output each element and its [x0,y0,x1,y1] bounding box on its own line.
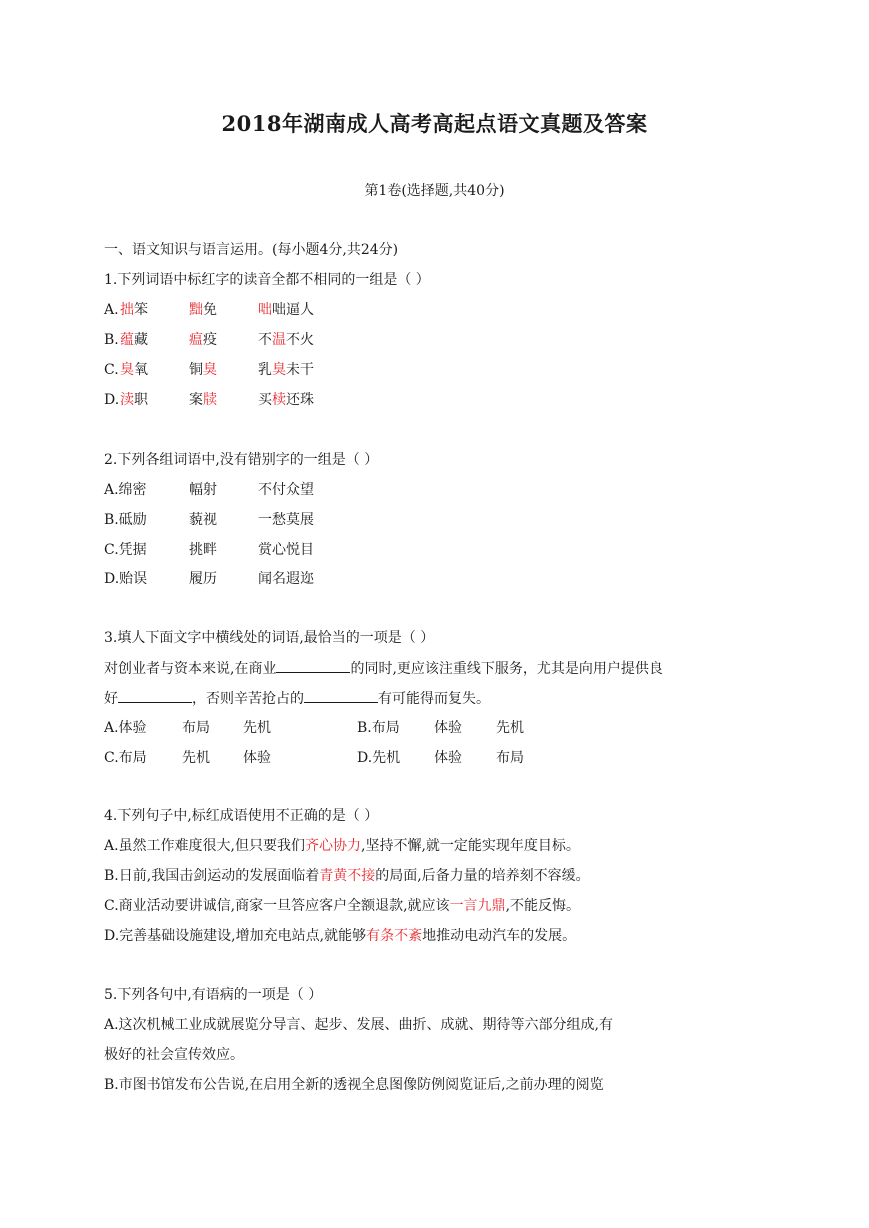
passage-text: 对创业者与资本来说,在商业 [104,661,277,677]
option-word: 挑畔 [189,542,217,558]
option-text: D.先机 [357,750,401,766]
option-text: C.凭据 [104,542,147,558]
q5-option-a-line-1: A.这次机械工业成就展览分导言、起步、发展、曲折、成就、期待等六部分组成,有 [104,1017,614,1033]
q4-option-c [104,896,580,916]
char: 职 [134,392,148,408]
option-word: 先机 [496,720,524,736]
option-word: 履历 [189,571,217,587]
option-text: C.布局 [104,750,147,766]
red-char: 瘟 [189,332,203,348]
char: 咄逼人 [272,302,314,318]
char: 不火 [286,332,314,348]
red-char: 牍 [203,392,217,408]
option-word: 体验 [434,750,462,766]
option-word: 布局 [182,720,210,736]
char: 氧 [134,362,148,378]
passage-text: 好 [104,691,118,707]
red-char: 臭 [120,362,134,378]
q5-option-b-line-1: B.市图书馆发布公告说,在启用全新的透视全息图像防例阅览证后,之前办理的阅览 [104,1077,604,1093]
option-word: 体验 [243,750,271,766]
red-char: 臭 [203,362,217,378]
question-3-stem: 3.填人下面文字中横线处的词语,最恰当的一项是（ ） [104,630,435,646]
option-text: B.砥励 [104,512,147,528]
question-2-stem: 2.下列各组词语中,没有错别字的一组是（ ） [104,452,379,468]
q4-option-b [104,866,590,886]
option-text: A.绵密 [104,482,147,498]
q3-passage-line-2 [104,688,490,709]
passage-text: ，否则辛苦抢占的 [192,691,304,707]
option-text: B.布局 [357,720,400,736]
option-label: B. [104,332,119,348]
char: 案 [189,392,203,408]
sentence-text: ,不能反悔。 [505,898,581,914]
fill-blank [276,658,350,673]
option-text: A.体验 [104,720,147,736]
question-4-stem: 4.下列句子中,标红成语使用不正确的是（ ） [104,808,379,824]
fill-blank [118,688,192,703]
red-char: 蕴 [120,332,134,348]
sentence-text: B.日前,我国击剑运动的发展面临着 [104,868,320,884]
option-word: 一愁莫展 [258,512,314,528]
question-5-stem: 5.下列各句中,有语病的一项是（ ） [104,987,323,1003]
red-char: 拙 [120,302,134,318]
red-idiom: 一言九鼎 [449,898,506,914]
char: 还珠 [286,392,314,408]
red-char: 黜 [189,302,203,318]
sentence-text: ,坚持不懈,就一定能实现年度目标。 [361,838,580,854]
char: 免 [203,302,217,318]
option-word: 体验 [434,720,462,736]
red-char: 椟 [272,392,286,408]
q3-passage-line-1 [104,658,663,679]
red-char: 咄 [258,302,272,318]
option-word: 幅射 [189,482,217,498]
page-title: 2018年湖南成人高考高起点语文真题及答案 [221,111,648,136]
q4-option-d [104,926,576,946]
option-word: 闻名遐迩 [258,571,314,587]
char: 未干 [286,362,314,378]
red-idiom: 青黄不接 [319,868,376,884]
option-label: C. [104,362,119,378]
char: 乳 [258,362,272,378]
section-heading: 一、语文知识与语言运用。(每小题4分,共24分) [104,242,399,258]
section-subtitle: 第1卷(选择题,共40分) [364,183,505,199]
char: 笨 [134,302,148,318]
option-word: 先机 [182,750,210,766]
char: 铜 [189,362,203,378]
red-char: 温 [272,332,286,348]
passage-text: 的同时,更应该注重线下服务，尤其是向用户提供良 [350,661,663,677]
option-label: D. [104,392,120,408]
option-word: 不付众望 [258,482,314,498]
q4-option-a [104,836,580,856]
char: 买 [258,392,272,408]
char: 藏 [134,332,148,348]
passage-text: 有可能得而复失。 [378,691,490,707]
red-char: 臭 [272,362,286,378]
question-1-stem: 1.下列词语中标红字的读音全都不相同的一组是（ ） [104,272,430,288]
sentence-text: 地推动电动汽车的发展。 [422,928,577,944]
red-idiom: 有条不紊 [366,928,423,944]
option-label: A. [104,302,119,318]
option-word: 藐视 [189,512,217,528]
red-idiom: 齐心协力 [305,838,362,854]
sentence-text: C.商业活动要讲诚信,商家一旦答应客户全额退款,就应该 [104,898,450,914]
red-char: 渎 [120,392,134,408]
char: 疫 [203,332,217,348]
option-word: 布局 [496,750,524,766]
fill-blank [304,688,378,703]
sentence-text: A.虽然工作难度很大,但只要我们 [104,838,306,854]
option-word: 赏心悦目 [258,542,314,558]
option-word: 先机 [243,720,271,736]
char: 不 [258,332,272,348]
q5-option-a-line-2: 极好的社会宣传效应。 [104,1047,244,1063]
option-text: D.贻误 [104,571,148,587]
sentence-text: 的局面,后备力量的培养刻不容缓。 [375,868,590,884]
sentence-text: D.完善基础设施建设,增加充电站点,就能够 [104,928,367,944]
